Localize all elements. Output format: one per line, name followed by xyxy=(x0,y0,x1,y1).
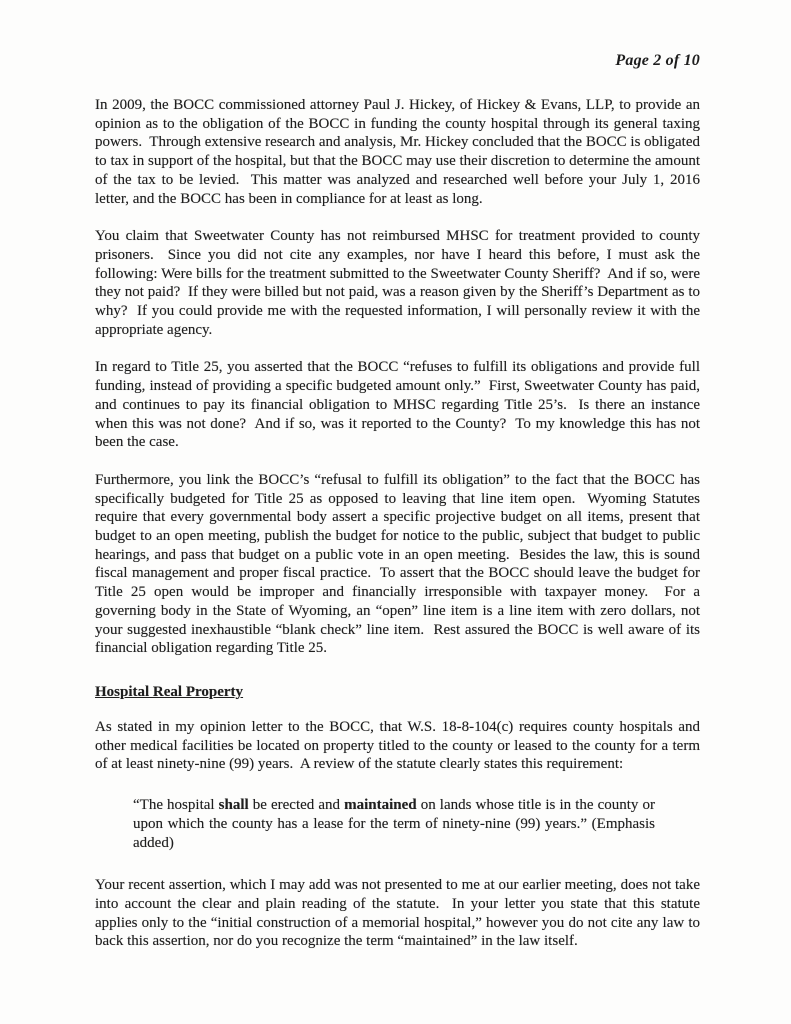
letter-body xyxy=(95,96,704,951)
page-number-header: Page 2 of 10 xyxy=(615,52,700,69)
statute-quote-block xyxy=(133,796,659,852)
paragraph-budget-obligation: Furthermore, you link the BOCC’s “refusal to fulfill its obligation” to the fact that the BOCC has specifically budgeted for Title 25 as opposed to leaving that line item open. Wyoming Statutes require that every governmental body assert a specific projective budget on all items, present that budget to an open meeting, publish the budget for notice to the public, subject that budget to public hearings, and pass that budget on a public vote in an open meeting. Besides the law, this is sound fiscal management and proper fiscal practice. To assert that the BOCC should leave the budget for Title 25 open would be improper and financially irresponsible with taxpayer money. For a governing body in the State of Wyoming, an “open” line item is a line item with zero dollars, not your suggested inexhaustible “blank check” line item. Rest assured the BOCC is well aware of its financial obligation regarding Title 25. xyxy=(95,471,704,657)
paragraph-bocc-opinion: In 2009, the BOCC commissioned attorney Paul J. Hickey, of Hickey & Evans, LLP, to provide an opinion as to the obligation of the BOCC in funding the county hospital through its general taxing powers. Through extensive research and analysis, Mr. Hickey concluded that the BOCC is obligated to tax in support of the hospital, but that the BOCC may use their discretion to determine the amount of the tax to be levied. This matter was analyzed and researched well before your July 1, 2016 letter, and the BOCC has been in compliance for at least as long. xyxy=(95,97,704,207)
section-heading-hospital-real-property: Hospital Real Property xyxy=(95,683,244,700)
quote-text-part2: be erected and xyxy=(248,797,345,814)
paragraph-statute-requirement: As stated in my opinion letter to the BOCC, that W.S. 18-8-104(c) requires county hospitals and other medical facilities be located on property titled to the county or leased to the county for a term of at least ninety-nine (99) years. A review of the statute clearly states this requirement: xyxy=(95,718,704,773)
quote-bold-maintained: maintained xyxy=(344,797,417,814)
paragraph-reimbursement-claim: You claim that Sweetwater County has not reimbursed MHSC for treatment provided to county prisoners. Since you did not cite any examples, nor have I heard this before, I must ask the following: Were bills for the treatment submitted to the Sweetwater County Sheriff? And if so, were they not paid? If they were billed but not paid, was a reason given by the Sheriff’s Department as to why? If you could provide me with the requested information, I will personally review it with the appropriate agency. xyxy=(95,228,704,338)
quote-bold-shall: shall xyxy=(218,797,249,814)
paragraph-title-25: In regard to Title 25, you asserted that the BOCC “refuses to fulfill its obligations and provide full funding, instead of providing a specific budgeted amount only.” First, Sweetwater County has paid, and continues to pay its financial obligation to MHSC regarding Title 25’s. Is there an instance when this was not done? And if so, was it reported to the County? To my knowledge this has not been the case. xyxy=(95,359,704,451)
quote-text-part3: on lands whose title is in the county or upon which the county has a lease for the term of ninety-nine (99) years.” (Emphasis added) xyxy=(133,797,659,851)
quote-text-part1: “The hospital xyxy=(133,797,219,814)
paragraph-closing-assertion: Your recent assertion, which I may add was not presented to me at our earlier meeting, does not take into account the clear and plain reading of the statute. In your letter you state that this statute applies only to the “initial construction of a memorial hospital,” however you do not cite any law to back this assertion, nor do you recognize the term “maintained” in the law itself. xyxy=(95,877,704,950)
